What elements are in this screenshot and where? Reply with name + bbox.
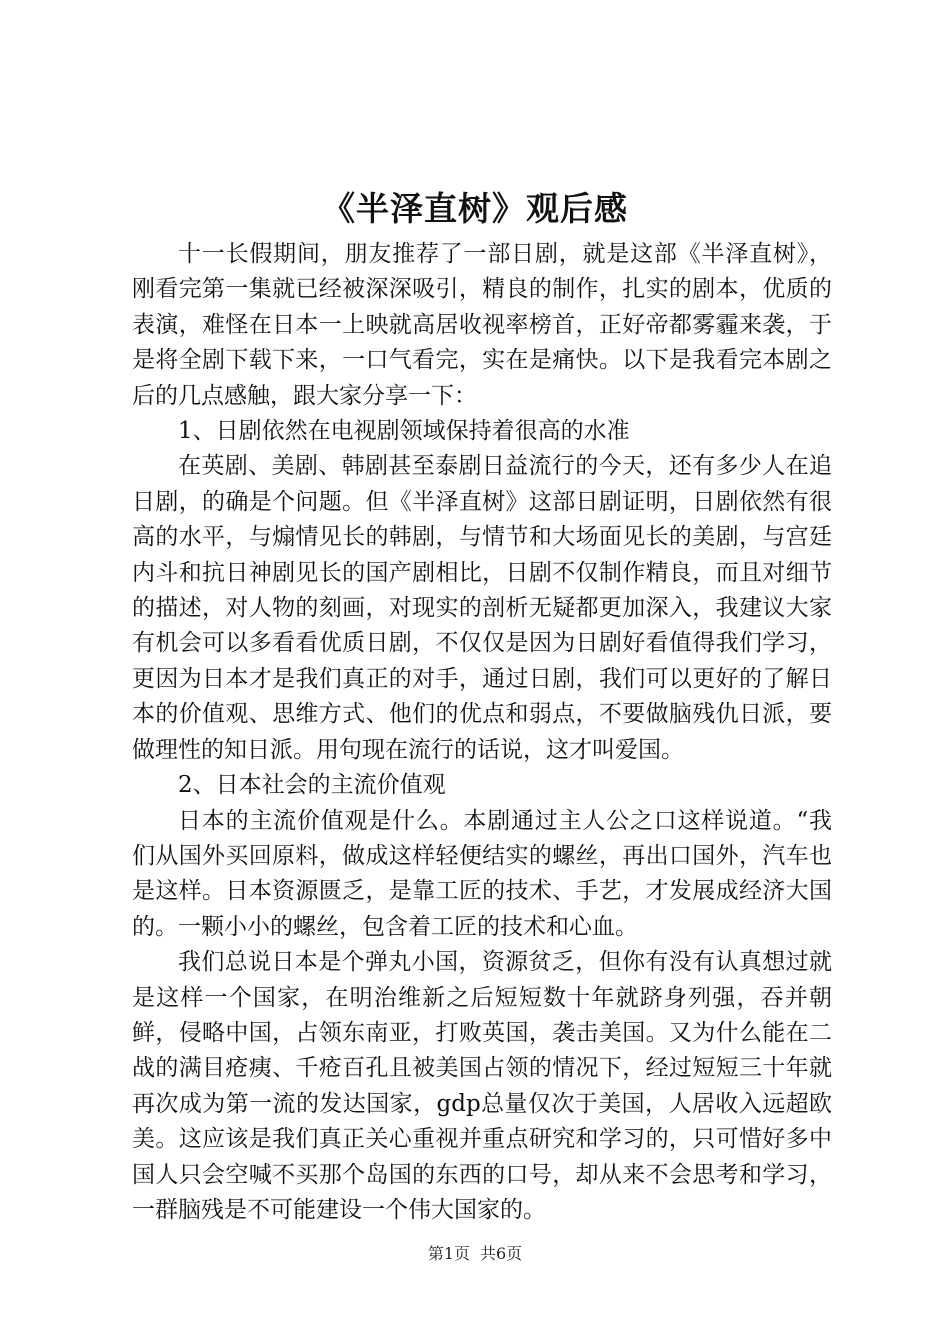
section-1-paragraph: 在英剧、美剧、韩剧甚至泰剧日益流行的今天，还有多少人在追日剧，的确是个问题。但《半泽直树》这部日剧证明，日剧依然有很高的水平，与煽情见长的韩剧，与情节和大场面见长的美剧，与宫廷内斗和抗日神剧见长的国产剧相比，日剧不仅制作精良，而且对细节的描述，对人物的刻画，对现实的剖析无疑都更加深入，我建议大家有机会可以多看看优质日剧，不仅仅是因为日剧好看值得我们学习，更因为日本才是我们真正的对手，通过日剧，我们可以更好的了解日本的价值观、思维方式、他们的优点和弱点，不要做脑残仇日派，要做理性的知日派。用句现在流行的话说，这才叫爱国。 (132, 453, 832, 763)
page-footer (0, 1243, 950, 1265)
page-number: 第1页 (427, 1244, 470, 1263)
section-2-paragraph-2: 我们总说日本是个弹丸小国，资源贫乏，但你有没有认真想过就是这样一个国家，在明治维新之后短短数十年就跻身列强，吞并朝鲜，侵略中国，占领东南亚，打败英国，袭击美国。又为什么能在二战的满目疮痍、千疮百孔且被美国占领的情况下，经过短短三十年就再次成为第一流的发达国家，gdp总量仅次于美国，人居收入远超欧美。这应该是我们真正关心重视并重点研究和学习的，只可惜好多中国人只会空喊不买那个岛国的东西的口号，却从来不会思考和学习，一群脑残是不可能建设一个伟大国家的。 (132, 949, 832, 1223)
intro-paragraph: 十一长假期间，朋友推荐了一部日剧，就是这部《半泽直树》，刚看完第一集就已经被深深吸引，精良的制作，扎实的剧本，优质的表演，难怪在日本一上映就高居收视率榜首，正好帝都雾霾来袭，于是将全剧下载下来，一口气看完，实在是痛快。以下是我看完本剧之后的几点感触，跟大家分享一下： (132, 241, 832, 409)
document-title: 《半泽直树》观后感 (322, 189, 628, 228)
document-body (132, 237, 832, 1228)
section-2-paragraph-1: 日本的主流价值观是什么。本剧通过主人公之口这样说道。“我们从国外买回原料，做成这样轻便结实的螺丝，再出口国外，汽车也是这样。日本资源匮乏，是靠工匠的技术、手艺，才发展成经济大国的。一颗小小的螺丝，包含着工匠的技术和心血。 (132, 807, 832, 940)
section-1-heading: 1、日剧依然在电视剧领域保持着很高的水准 (178, 418, 630, 445)
page-total: 共6页 (480, 1244, 523, 1263)
section-2-heading: 2、日本社会的主流价值观 (178, 772, 446, 799)
